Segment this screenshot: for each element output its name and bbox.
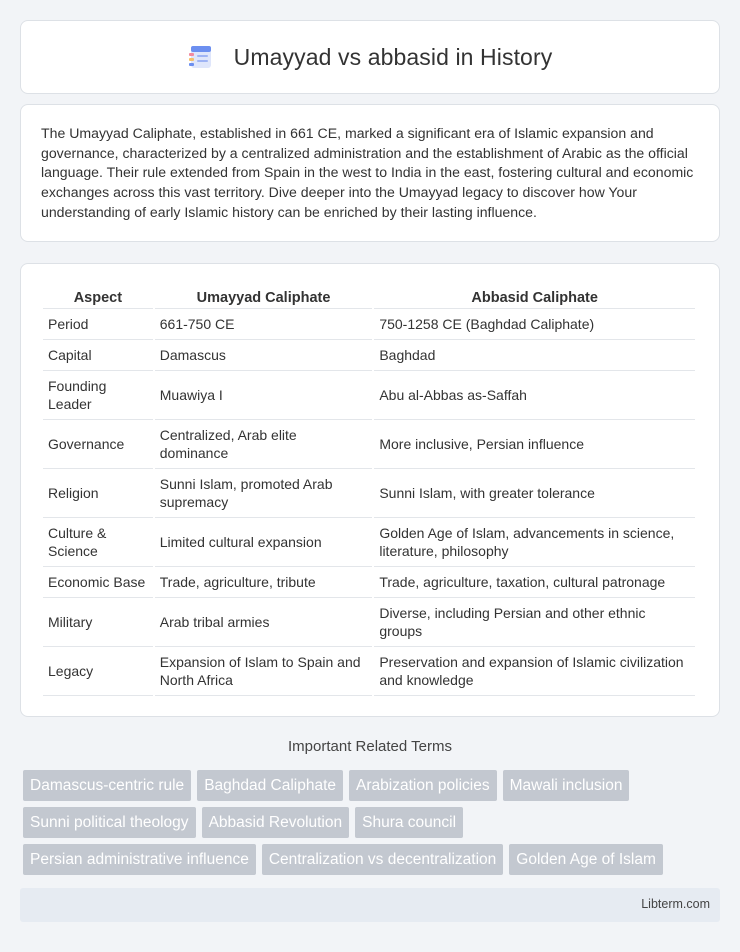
comparison-table bbox=[41, 284, 697, 696]
table-cell: Centralized, Arab elite dominance bbox=[155, 420, 373, 469]
intro-card bbox=[20, 104, 720, 242]
table-cell: Trade, agriculture, taxation, cultural patronage bbox=[374, 567, 695, 598]
table-cell: Diverse, including Persian and other ethnic groups bbox=[374, 598, 695, 647]
header-card bbox=[20, 20, 720, 94]
related-term-tag[interactable]: Damascus-centric rule bbox=[23, 770, 191, 801]
term-row bbox=[23, 807, 723, 838]
table-cell: Limited cultural expansion bbox=[155, 518, 373, 567]
related-term-tag[interactable]: Mawali inclusion bbox=[503, 770, 630, 801]
table-cell: Culture & Science bbox=[43, 518, 153, 567]
table-row bbox=[43, 309, 695, 340]
related-term-tag[interactable]: Arabization policies bbox=[349, 770, 497, 801]
related-term-tag[interactable]: Abbasid Revolution bbox=[202, 807, 350, 838]
table-cell: Baghdad bbox=[374, 340, 695, 371]
document-stack-icon bbox=[188, 44, 214, 70]
comparison-table-card bbox=[20, 263, 720, 717]
related-term-tag[interactable]: Centralization vs decentralization bbox=[262, 844, 503, 875]
table-cell: Sunni Islam, with greater tolerance bbox=[374, 469, 695, 518]
column-header: Umayyad Caliphate bbox=[155, 284, 373, 309]
related-term-tag[interactable]: Golden Age of Islam bbox=[509, 844, 663, 875]
table-cell: Founding Leader bbox=[43, 371, 153, 420]
column-header: Aspect bbox=[43, 284, 153, 309]
table-cell: Period bbox=[43, 309, 153, 340]
table-cell: Abu al-Abbas as-Saffah bbox=[374, 371, 695, 420]
term-row bbox=[23, 770, 723, 801]
table-cell: 750-1258 CE (Baghdad Caliphate) bbox=[374, 309, 695, 340]
column-header: Abbasid Caliphate bbox=[374, 284, 695, 309]
table-cell: Muawiya I bbox=[155, 371, 373, 420]
table-cell: Sunni Islam, promoted Arab supremacy bbox=[155, 469, 373, 518]
table-cell: Legacy bbox=[43, 647, 153, 696]
related-terms-title: Important Related Terms bbox=[288, 738, 452, 755]
related-term-tag[interactable]: Sunni political theology bbox=[23, 807, 196, 838]
table-row bbox=[43, 340, 695, 371]
table-cell: Economic Base bbox=[43, 567, 153, 598]
table-row bbox=[43, 518, 695, 567]
table-row bbox=[43, 647, 695, 696]
table-row bbox=[43, 469, 695, 518]
page-title: Umayyad vs abbasid in History bbox=[233, 43, 553, 70]
related-term-tag[interactable]: Shura council bbox=[355, 807, 463, 838]
table-cell: Arab tribal armies bbox=[155, 598, 373, 647]
footer bbox=[20, 888, 720, 922]
term-row bbox=[23, 844, 723, 875]
table-cell: Military bbox=[43, 598, 153, 647]
table-cell: 661-750 CE bbox=[155, 309, 373, 340]
table-row bbox=[43, 567, 695, 598]
table-cell: Governance bbox=[43, 420, 153, 469]
table-cell: More inclusive, Persian influence bbox=[374, 420, 695, 469]
table-cell: Preservation and expansion of Islamic civilization and knowledge bbox=[374, 647, 695, 696]
table-row bbox=[43, 371, 695, 420]
table-header-row bbox=[43, 284, 695, 309]
table-cell: Trade, agriculture, tribute bbox=[155, 567, 373, 598]
intro-text: The Umayyad Caliphate, established in 661 CE, marked a significant era of Islamic expansion and governance, characterized by a centralized administration and the establishment of Arabic as the official language. Their rule extended from Spain in the west to India in the east, fostering cultural and economic exchanges across this vast territory. Dive deeper into the Umayyad legacy to discover how Your understanding of early Islamic history can be enriched by their lasting influence. bbox=[41, 125, 694, 220]
related-term-tag[interactable]: Persian administrative influence bbox=[23, 844, 256, 875]
table-cell: Golden Age of Islam, advancements in science, literature, philosophy bbox=[374, 518, 695, 567]
table-row bbox=[43, 598, 695, 647]
table-row bbox=[43, 420, 695, 469]
related-term-tag[interactable]: Baghdad Caliphate bbox=[197, 770, 343, 801]
table-cell: Capital bbox=[43, 340, 153, 371]
table-cell: Religion bbox=[43, 469, 153, 518]
table-cell: Expansion of Islam to Spain and North Africa bbox=[155, 647, 373, 696]
table-cell: Damascus bbox=[155, 340, 373, 371]
footer-brand[interactable]: Libterm.com bbox=[641, 897, 710, 911]
related-terms bbox=[23, 770, 723, 881]
